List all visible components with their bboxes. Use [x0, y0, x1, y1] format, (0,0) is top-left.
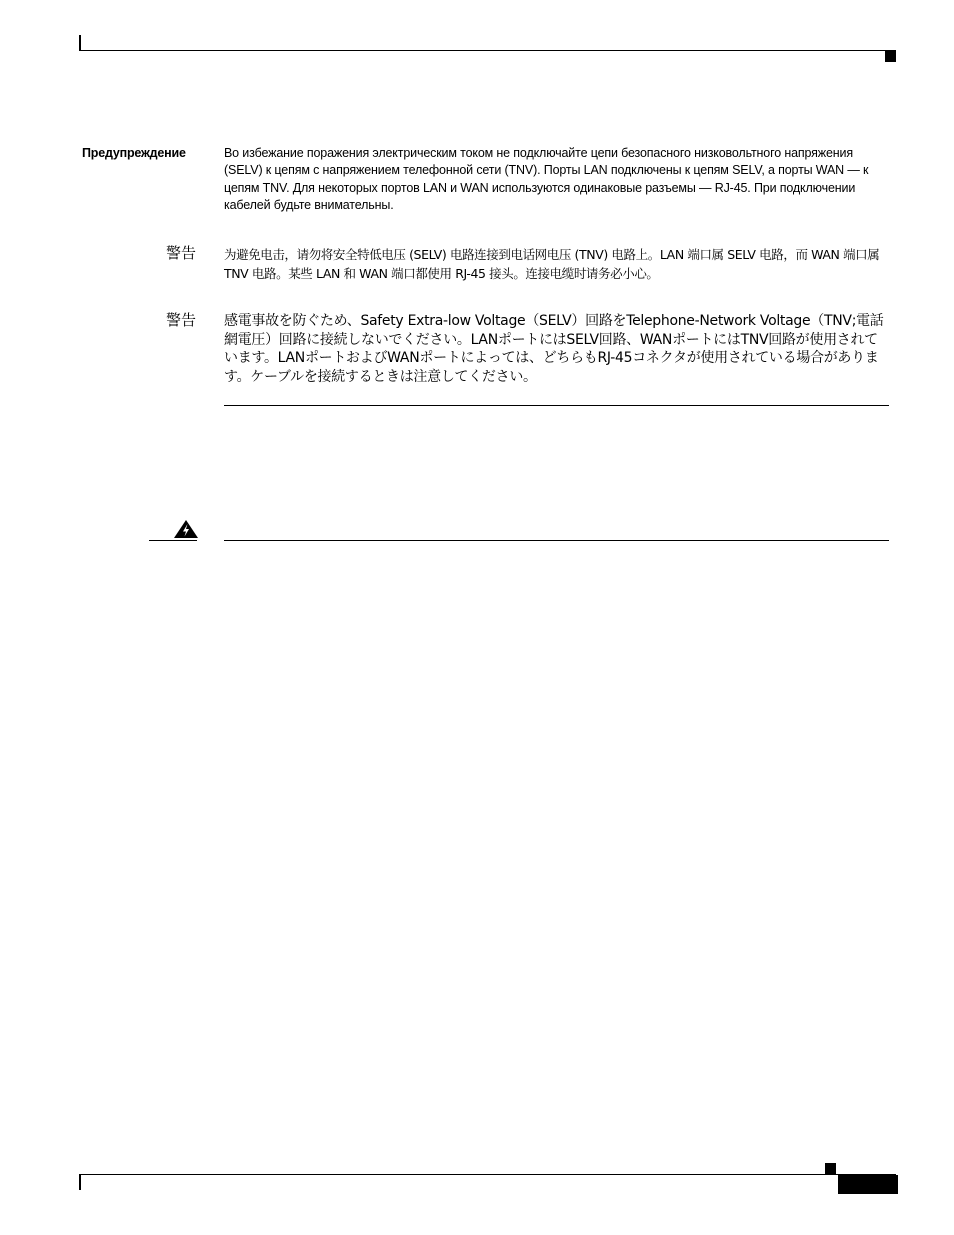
footer-corner-mark [79, 1174, 81, 1190]
warning-text-russian: Во избежание поражения электрическим током не подключайте цепи безопасного низковольтного напряжения (SELV) к цепям с напряжением телефонной сети (TNV). Порты LAN подключены к цепям SELV, а порты WAN — к цепям TNV. Для некоторых портов LAN и WAN используются одинаковые разъемы — RJ-45. При подключении кабелей будьте внимательны. [224, 146, 869, 212]
section-end-rule [224, 405, 889, 406]
warning-text-chinese: 为避免电击，请勿将安全特低电压 (SELV) 电路连接到电话网电压 (TNV) 电路上。LAN 端口属 SELV 电路，而 WAN 端口属 TNV 电路。某些 LAN 和 WAN 端口都使用 RJ-45 接头。连接电缆时请务必小心。 [224, 247, 880, 281]
header-corner-mark [79, 35, 81, 51]
header-square-mark [885, 51, 896, 62]
warning-triangle-icon [173, 519, 199, 539]
warning-label-japanese: 警告 [165, 311, 196, 329]
warning-start-rule [224, 540, 889, 541]
footer-rule [80, 1174, 896, 1175]
warning-label-chinese: 警告 [165, 244, 196, 262]
warning-label-russian: Предупреждение [82, 146, 186, 160]
footer-square-mark [825, 1163, 836, 1174]
warning-text-japanese: 感電事故を防ぐため、Safety Extra-low Voltage（SELV）回路をTelephone-Network Voltage（TNV;電話網電圧）回路に接続しないでください。LANポートにはSELV回路、WANポートにはTNV回路が使用されています。LANポートおよびWANポートによっては、どちらもRJ-45コネクタが使用されている場合があります。ケーブルを接続するときは注意してください。 [224, 313, 884, 385]
header-rule [80, 50, 896, 51]
warning-icon-rule [149, 540, 197, 541]
footer-page-tab [838, 1175, 898, 1194]
